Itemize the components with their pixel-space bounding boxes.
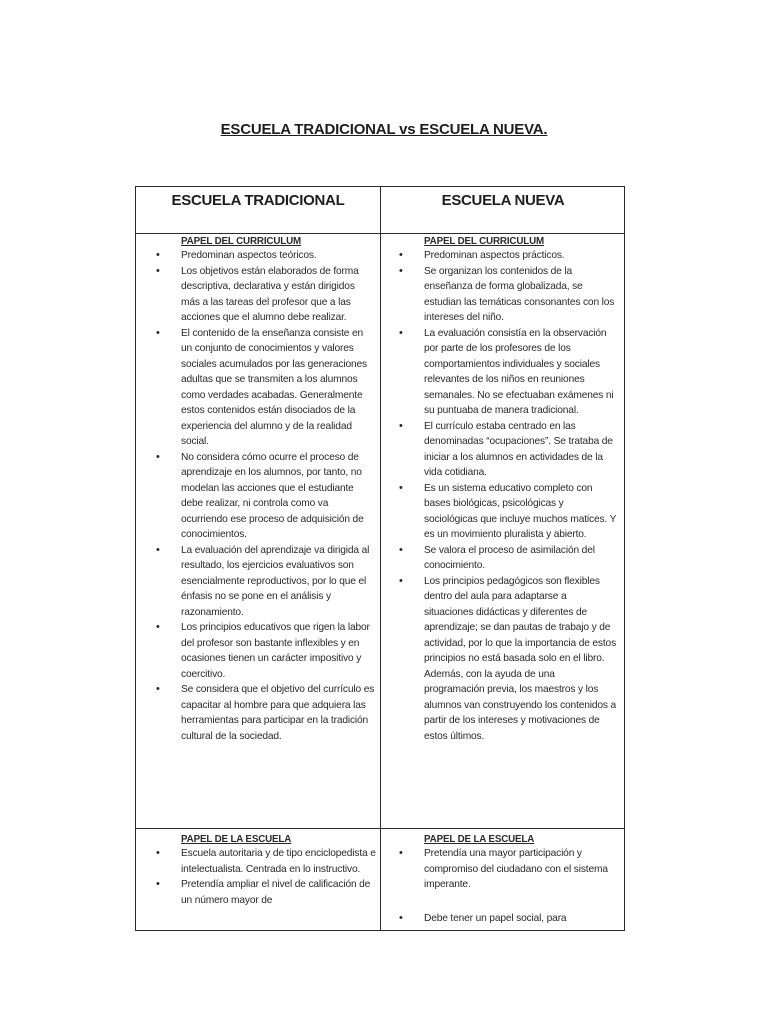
section-label: PAPEL DEL CURRICULUM bbox=[181, 236, 302, 247]
list-item: • El contenido de la enseñanza consiste en un conjunto de conocimientos y valores sociales acumulados por las generaciones adultas que se transmiten a los alumnos como verdades acabadas. Generalmente estos contenidos están disociados de la experiencia del alumno y de la realidad social. bbox=[156, 326, 376, 450]
list-item: • La evaluación consistía en la observación por parte de los profesores de los comportamientos individuales y sociales relevantes de los niños en reuniones semanales. No se efectuaban exámenes ni su puntuaba de manera tradicional. bbox=[399, 326, 617, 419]
section-row-divider bbox=[136, 828, 624, 829]
bullet-list bbox=[156, 248, 376, 744]
header-escuela-tradicional: ESCUELA TRADICIONAL bbox=[171, 192, 345, 209]
header-row-divider bbox=[136, 233, 624, 234]
section-label: PAPEL DE LA ESCUELA bbox=[424, 834, 535, 845]
document-title: ESCUELA TRADICIONAL vs ESCUELA NUEVA. bbox=[220, 121, 548, 138]
bullet-list bbox=[156, 846, 376, 908]
list-item: • Se organizan los contenidos de la enseñanza de forma globalizada, se estudian las temáticas consonantes con los intereses del niño. bbox=[399, 264, 617, 326]
list-item: • Se considera que el objetivo del currículo es capacitar al hombre para que adquiera las herramientas para participar en la tradición cultural de la sociedad. bbox=[156, 682, 376, 744]
column-divider bbox=[380, 187, 381, 930]
list-item: • Los principios pedagógicos son flexibles dentro del aula para adaptarse a situaciones didácticas y diferentes de aprendizaje; se dan pautas de trabajo y de actividad, por lo que la importancia de estos principios no está basada solo en el libro. Además, con la ayuda de una programación previa, los maestros y los alumnos van construyendo los contenidos a partir de los intereses y motivaciones de estos últimos. bbox=[399, 574, 617, 745]
list-item: • Pretendía una mayor participación y compromiso del ciudadano con el sistema imperante. bbox=[399, 846, 617, 893]
list-item: • Es un sistema educativo completo con bases biológicas, psicológicas y sociológicas que incluye muchos matices. Y es un movimiento pluralista y abierto. bbox=[399, 481, 617, 543]
list-item: • Pretendía ampliar el nivel de calificación de un número mayor de bbox=[156, 877, 376, 908]
list-item: • La evaluación del aprendizaje va dirigida al resultado, los ejercicios evaluativos son esencialmente reproductivos, por lo que el énfasis no se pone en el análisis y razonamiento. bbox=[156, 543, 376, 621]
list-item: • Los objetivos están elaborados de forma descriptiva, declarativa y están dirigidos más a las tareas del profesor que a las acciones que el alumno debe realizar. bbox=[156, 264, 376, 326]
cell-tradicional-escuela bbox=[156, 833, 376, 908]
list-item: • Predominan aspectos prácticos. bbox=[399, 248, 617, 264]
cell-nueva-escuela bbox=[399, 833, 617, 926]
header-escuela-nueva: ESCUELA NUEVA bbox=[441, 192, 565, 209]
list-item: • El currículo estaba centrado en las denominadas “ocupaciones”. Se trataba de iniciar a los alumnos en actividades de la vida cotidiana. bbox=[399, 419, 617, 481]
list-item: • Escuela autoritaria y de tipo enciclopedista e intelectualista. Centrada en lo instructivo. bbox=[156, 846, 376, 877]
cell-nueva-curriculum bbox=[399, 235, 617, 744]
bullet-list bbox=[399, 846, 617, 926]
cell-tradicional-curriculum bbox=[156, 235, 376, 744]
list-item: • Predominan aspectos teóricos. bbox=[156, 248, 376, 264]
section-label: PAPEL DE LA ESCUELA bbox=[181, 834, 292, 845]
bullet-list bbox=[399, 248, 617, 744]
section-label: PAPEL DEL CURRICULUM bbox=[424, 236, 545, 247]
list-item: • Debe tener un papel social, para bbox=[399, 911, 617, 927]
comparison-table bbox=[135, 186, 625, 931]
list-item: • Los principios educativos que rigen la labor del profesor son bastante inflexibles y en ocasiones tienen un carácter impositivo y coercitivo. bbox=[156, 620, 376, 682]
list-item: • Se valora el proceso de asimilación del conocimiento. bbox=[399, 543, 617, 574]
list-item: • No considera cómo ocurre el proceso de aprendizaje en los alumnos, por tanto, no modelan las acciones que el estudiante debe realizar, ni controla como va ocurriendo ese proceso de adquisición de conocimientos. bbox=[156, 450, 376, 543]
